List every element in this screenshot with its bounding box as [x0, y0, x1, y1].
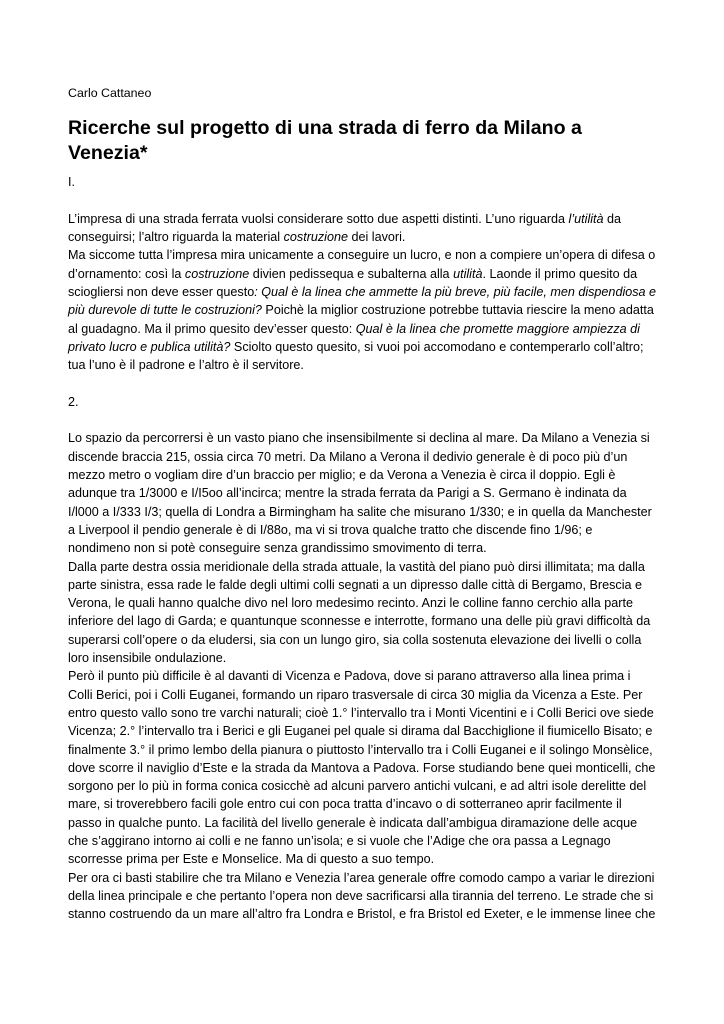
text-run: . Laonde il primo quesito da sciogliersi non deve esser questo: [68, 266, 638, 300]
blank-line: [68, 375, 658, 393]
document-page: [68, 84, 658, 923]
section-number: I.: [68, 175, 75, 190]
text-run: Però il punto più difficile è al davanti di Vicenza e Padova, dove si parano attraverso alla linea prima i Colli Berici, poi i Colli Euganei, formando un riparo trasversale di circa 30 miglia da Vicenza a Este. Per entro questo vallo sono tre varchi naturali; cioè 1.° l’intervallo tra i Monti Vicentini e i Colli Berici ove siede Vicenza; 2.° l’intervallo tra i Berici e gli Euganei pel quale si dirama dal Bacchiglione il fiumicello Bisato; e finalmente 3.° il primo lembo della pianura o piuttosto l’intervallo tra i Colli Euganei e il solingo Monsèlice, dove scorre il naviglio d’Este e la strada da Mantova a Padova. Forse studiando bene quei monticelli, che sorgono per lo più in forma conica cosicchè ad alcuni parvero antichi vulcani, e ad altri isole derelitte del mare, si troverebbero facili gole entro cui con poca tratta d’incavo o di sotterraneo aprir facilmente il passo in qualche punto. La facilità del livello generale è indicata dall’ambigua diramazione delle acque che s’aggirano intorno ai colli e ne fanno un’isola; e si vuole che l’Adige che ora passa a Legnago scorresse prima per Este e Monselice. Ma di questo a suo tempo.: [68, 669, 656, 867]
paragraph: [68, 558, 658, 668]
text-run: L’impresa di una strada ferrata vuolsi considerare sotto due aspetti distinti. L’uno riguarda: [68, 211, 569, 226]
section-1: [68, 173, 658, 374]
italic-text: : Qual è la linea che ammette la più breve, più facile, men dispendiosa e più durevole di tutte le costruzioni?: [68, 285, 657, 318]
document-title: Ricerche sul progetto di una strada di ferro da Milano a Venezia*: [68, 117, 582, 165]
section-2: [68, 393, 658, 924]
italic-text: costruzione: [283, 230, 348, 245]
text-run: divien pedissequa e subalterna alla: [249, 266, 454, 281]
text-run: Poichè la miglior costruzione potrebbe tuttavia riescire la meno adatta al guadagno. Ma il primo quesito dev’esser questo:: [68, 303, 654, 336]
paragraph: [68, 869, 658, 924]
paragraph: [68, 429, 658, 557]
text-run: dei lavori.: [348, 230, 406, 245]
italic-text: utilità: [453, 266, 483, 281]
italic-text: l’utilità: [568, 211, 604, 226]
blank-line: [68, 192, 658, 210]
italic-text: Qual è la linea che promette maggiore ampiezza di privato lucro e publica utilità?: [68, 321, 640, 354]
text-run: da conseguirsi; l’altro riguarda la material: [68, 211, 622, 245]
blank-line: [68, 411, 658, 429]
text-run: Lo spazio da percorrersi è un vasto piano che insensibilmente si declina al mare. Da Milano a Venezia si discende braccia 215, ossia circa 70 metri. Da Milano a Verona il dedivio generale è di poco più d’un mezzo metro o vogliam dire d’un braccio per miglio; e da Verona a Venezia è circa il doppio. Egli è adunque tra 1/3000 e I/I5oo all’incirca; mentre la strada ferrata da Parigi a S. Germano è indinata da I/l000 a I/333 I/3; quella di Londra a Birmingham ha salite che misurano 1/330; e in quella da Manchester a Liverpool il pendio generale è di I/88o, ma vi si trova qualche tratto che discende fino 1/96; e nondimeno non si potè conseguire senza grandissimo smovimento di terra.: [68, 431, 652, 556]
italic-text: costruzione: [184, 266, 250, 281]
paragraph: [68, 246, 658, 374]
paragraph: [68, 667, 658, 868]
author-name: Carlo Cattaneo: [68, 86, 152, 100]
text-run: Per ora ci basti stabilire che tra Milano e Venezia l’area generale offre comodo campo a variar le direzioni della linea principale e che pertanto l’opera non deve sacrificarsi alla tirannia del terreno. Le strade che si stanno costruendo da un mare all’altro fra Londra e Bristol, e fra Bristol ed Exeter, e le immense linee che: [68, 870, 656, 922]
section-number: 2.: [68, 394, 79, 409]
text-run: Ma siccome tutta l’impresa mira unicamente a conseguire un lucro, e non a compiere un’opera di difesa o d’ornamento: così la: [68, 248, 656, 281]
text-run: Sciolto questo quesito, si vuoi poi accomodano e contemperarlo coll’altro; tua l’uno è il padrone e l’altro è il servitore.: [68, 339, 644, 373]
paragraph: [68, 210, 658, 247]
text-run: Dalla parte destra ossia meridionale della strada attuale, la vastità del piano può dirsi illimitata; ma dalla parte sinistra, essa rade le falde degli ultimi colli segnati a un dipresso dalle città di Bergamo, Brescia e Verona, le quali hanno qualche divo nel loro medesimo recinto. Anzi le colline fanno cerchio alla parte inferiore del lago di Garda; e quantunque sconnesse e interrotte, formano una delle più gravi difficoltà da superarsi coll’opere o da eludersi, sia con un lungo giro, sia colla sostenuta elevazione dei livelli o colla loro insensibile ondulazione.: [68, 559, 651, 666]
